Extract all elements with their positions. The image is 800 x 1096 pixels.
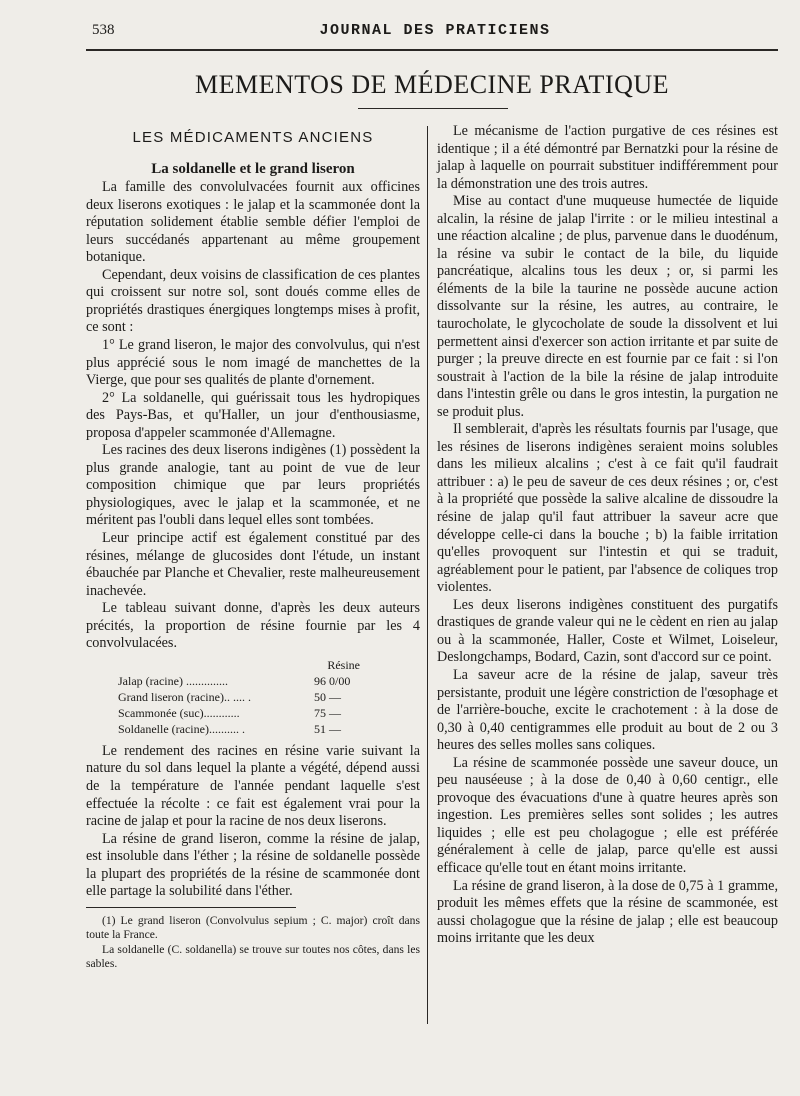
paragraph: Le rendement des racines en résine varie suivant la nature du sol dans lequel la plante a végété, dépend aussi de la température de l'année pendant laquelle s'est effectuée la récolte : ce fait est également vrai pour la racine de jalap et pour la racine de nos deux liserons. [86, 742, 420, 830]
paragraph: Le mécanisme de l'action purgative de ces résines est identique ; il a été démontré par Bernatzki pour la résine de jalap à laquelle on pourrait substituer indifféremment pour la démonstration une des trois autres. [437, 123, 778, 192]
paragraph: La saveur acre de la résine de jalap, saveur très persistante, produit une légère constriction de l'œsophage et de l'arrière-bouche, excite le crachotement : à la dose de 0,30 à 0,40 centigrammes elle produit au bout de 2 ou 3 heures des selles molles sans coliques. [437, 666, 778, 754]
header-rule [86, 49, 778, 51]
table-cell-value: 96 0/00 [314, 673, 351, 688]
table-row [118, 721, 418, 737]
paragraph: Cependant, deux voisins de classification de ces plantes qui croissent sur notre sol, sont doués comme elles de propriétés drastiques énergiques longtemps mises à profit, ce sont : [86, 266, 420, 336]
column-divider [427, 126, 428, 1024]
footnotes [86, 914, 420, 972]
paragraph: Le tableau suivant donne, d'après les deux auteurs précités, la proportion de résine fournie par les 4 convolvulacées. [86, 600, 420, 652]
table-row [118, 689, 418, 705]
paragraph: 2° La soldanelle, qui guérissait tous les hydropiques des Pays-Bas, et qu'Haller, un jour d'enthousiasme, proposa d'appeler scammonée d'Allemagne. [86, 389, 420, 441]
paragraph: Mise au contact d'une muqueuse humectée de liquide alcalin, la résine de jalap l'irrite : or le milieu intestinal a une réaction alcaline ; de plus, parvenue dans le duodénum, la résine va subir le contact de la bile, du liquide pancréatique, alcalins tous les deux ; or, si parmi les éléments de la bile la taurine ne possède aucune action dissolvante sur la résine, les autres, au contraire, le taurocholate, le glycocholate de soude la dissolvent et lui permettent ainsi d'exercer son action irritante et par suite de purger ; la preuve directe en est fournie par ce fait : si l'on soustrait à l'action de la bile la résine de jalap introduite dans l'intestin grêle ou dans le gros intestin, la purgation ne se produit plus. [437, 193, 778, 420]
paragraph: 1° Le grand liseron, le major des convolvulus, qui n'est plus apprécié sous le nom imagé de manchettes de la Vierge, que pour ses qualités de plante d'ornement. [86, 337, 420, 389]
table-cell-name: Scammonée (suc)............ [118, 705, 240, 720]
paragraph: Les racines des deux liserons indigènes (1) possèdent la plus grande analogie, tant au point de vue de leur composition chimique que par leurs propriétés physiologiques, avec le jalap et la scammonée, et ne méritent pas l'oubli dans lequel elles sont tombées. [86, 442, 420, 529]
main-title: MEMENTOS DE MÉDECINE PRATIQUE [194, 70, 670, 99]
table-cell-name: Soldanelle (racine).......... . [118, 721, 245, 736]
page-number: 538 [92, 22, 115, 38]
table-cell-name: Jalap (racine) .............. [118, 673, 228, 688]
article-title: La soldanelle et le grand liseron [151, 160, 355, 177]
left-column [86, 126, 420, 972]
table-row [118, 673, 418, 689]
journal-title: JOURNAL DES PRATICIENS [319, 22, 551, 39]
section-title: LES MÉDICAMENTS ANCIENS [132, 129, 374, 146]
footnote: (1) Le grand liseron (Convolvulus sepium ; C. major) croît dans toute la France. [86, 913, 420, 942]
table-cell-value: 51 — [314, 721, 341, 736]
footnote-rule [86, 907, 296, 908]
paragraph: La résine de grand liseron, comme la résine de jalap, est insoluble dans l'éther ; la résine de soldanelle possède la plupart des propriétés de la résine de scammonée dont elle partage la solubilité dans l'éther. [86, 830, 420, 900]
table-cell-value: 75 — [314, 705, 341, 720]
table-header: Résine [327, 657, 360, 672]
paragraph: La famille des convolulvacées fournit aux officines deux liserons exotiques : le jalap et la scammonée dont la réputation solidement établie semble défier l'emploi de leurs succédanés appartenant au même groupement botanique. [86, 179, 420, 266]
paragraph: Les deux liserons indigènes constituent des purgatifs drastiques de grande valeur qui ne le cèdent en rien au jalap ou à la scammonée, Haller, Coste et Wilmet, Loiseleur, Deslongchamps, Bodard, Cazin, sont d'accord sur ce point. [437, 596, 778, 666]
running-head [92, 20, 778, 42]
title-rule [358, 108, 508, 109]
footnote: La soldanelle (C. soldanella) se trouve sur toutes nos côtes, dans les sables. [86, 942, 420, 971]
paragraph: Il semblerait, d'après les résultats fournis par l'usage, que les résines de liserons indigènes seraient moins solubles dans les milieux alcalins ; c'est à ce fait qu'il faudrait attribuer : a) le peu de saveur de ces deux résines ; or, c'est à la propriété que possède la salive alcaline de dissoudre la résine de jalap qu'il faut attribuer la saveur acre que développe celle-ci dans la bouche ; b) la faible irritation qu'elles provoquent sur l'intestin et qui se traduit, agréablement pour le patient, par l'absence de coliques trop violentes. [437, 421, 778, 596]
table-cell-name: Grand liseron (racine).. .... . [118, 689, 251, 704]
paragraph: La résine de grand liseron, à la dose de 0,75 à 1 gramme, produit les mêmes effets que la résine de scammonée, est aussi cholagogue que la résine de jalap ; elle est beaucoup moins irritante que les deux [437, 877, 778, 947]
right-column [437, 123, 778, 948]
paragraph: La résine de scammonée possède une saveur douce, un peu nauséeuse ; à la dose de 0,40 à 0,60 centigr., elle provoque des évacuations d'une à quatre heures après son ingestion. Les premières selles sont solides ; les autres liquides ; elle est peu cholagogue ; elle est préférée généralement à celle de jalap, parce qu'elle est aussi efficace qu'elle tout en étant moins irritante. [437, 754, 778, 876]
table-row [118, 705, 418, 721]
table-cell-value: 50 — [314, 689, 341, 704]
paragraph: Leur principe actif est également constitué par des résines, mélange de glucosides dont l'étude, un instant ébauchée par Planche et Chevalier, reste malheureusement inachevée. [86, 530, 420, 599]
resin-table [118, 657, 418, 737]
